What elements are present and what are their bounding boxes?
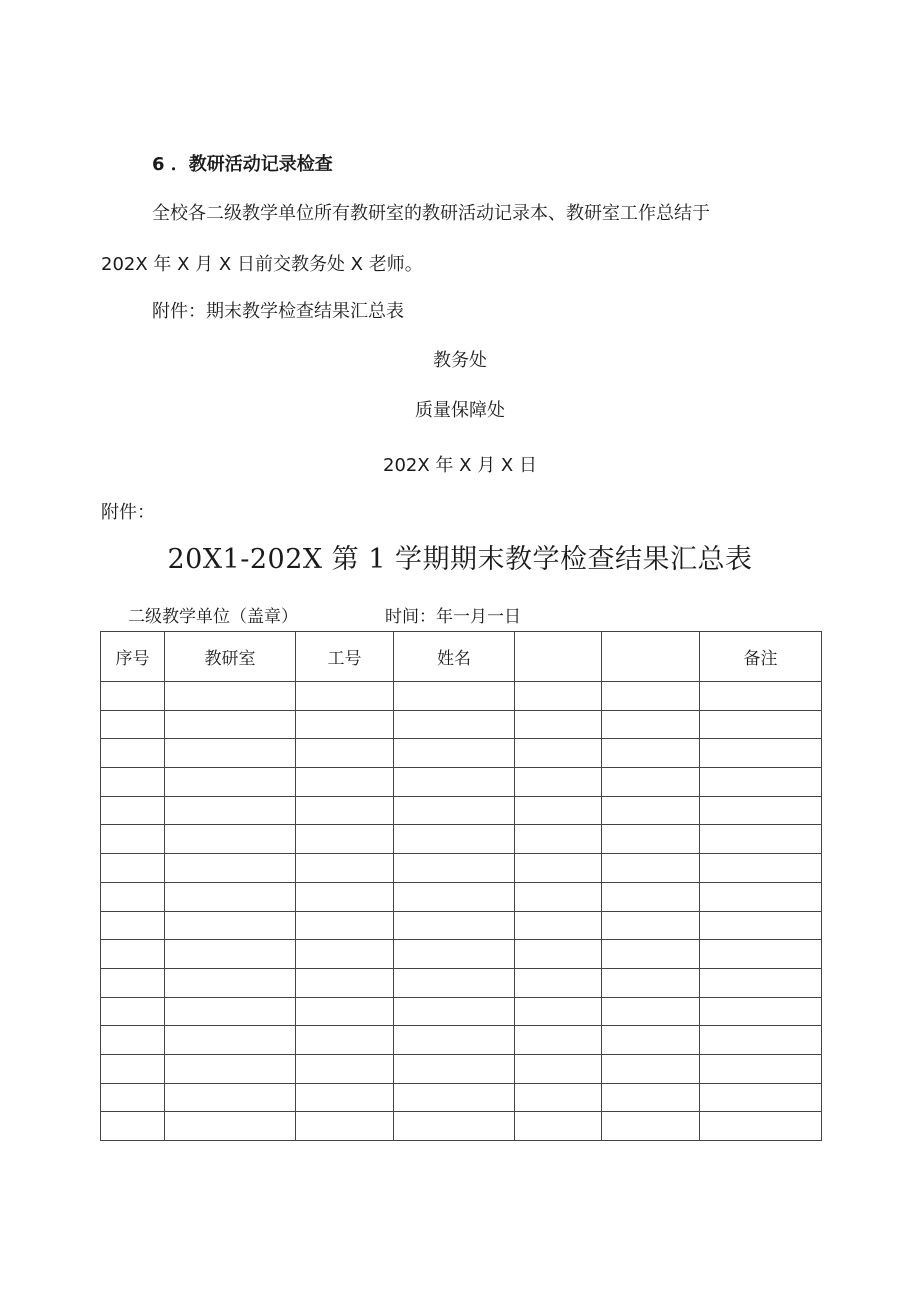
table-cell bbox=[700, 739, 822, 768]
section-heading: 6 ．教研活动记录检查 bbox=[152, 154, 333, 175]
table-cell bbox=[165, 710, 296, 739]
table-cell bbox=[296, 825, 394, 854]
table-row bbox=[101, 940, 822, 969]
table-cell bbox=[602, 1112, 700, 1141]
table-cell bbox=[515, 796, 602, 825]
table-cell bbox=[296, 682, 394, 711]
table-cell bbox=[700, 768, 822, 797]
table-cell bbox=[101, 968, 165, 997]
table-cell bbox=[394, 768, 515, 797]
table-cell bbox=[101, 796, 165, 825]
table-cell bbox=[101, 997, 165, 1026]
table-cell bbox=[700, 997, 822, 1026]
table-cell bbox=[602, 1083, 700, 1112]
column-header bbox=[602, 632, 700, 682]
table-cell bbox=[700, 968, 822, 997]
table-cell bbox=[296, 1054, 394, 1083]
table-row bbox=[101, 854, 822, 883]
table-cell bbox=[165, 997, 296, 1026]
table-cell bbox=[602, 997, 700, 1026]
table-cell bbox=[165, 1026, 296, 1055]
table-cell bbox=[296, 882, 394, 911]
table-row bbox=[101, 911, 822, 940]
table-cell bbox=[602, 682, 700, 711]
paragraph-line-2: 202X 年 X 月 X 日前交教务处 X 老师。 bbox=[101, 254, 423, 275]
table-cell bbox=[700, 682, 822, 711]
table-cell bbox=[394, 854, 515, 883]
table-cell bbox=[394, 968, 515, 997]
table-cell bbox=[700, 940, 822, 969]
table-cell bbox=[700, 825, 822, 854]
table-cell bbox=[394, 997, 515, 1026]
table-body bbox=[101, 682, 822, 1141]
table-cell bbox=[101, 710, 165, 739]
table-cell bbox=[165, 1083, 296, 1112]
table-cell bbox=[394, 882, 515, 911]
table-cell bbox=[296, 796, 394, 825]
table-cell bbox=[515, 1054, 602, 1083]
table-cell bbox=[515, 710, 602, 739]
table-cell bbox=[515, 739, 602, 768]
table-cell bbox=[101, 825, 165, 854]
table-cell bbox=[602, 1026, 700, 1055]
table-cell bbox=[394, 911, 515, 940]
table-cell bbox=[165, 854, 296, 883]
table-row bbox=[101, 825, 822, 854]
table-cell bbox=[101, 1054, 165, 1083]
table-cell bbox=[101, 1083, 165, 1112]
table-cell bbox=[394, 710, 515, 739]
table-row bbox=[101, 1026, 822, 1055]
table-row bbox=[101, 796, 822, 825]
table-cell bbox=[165, 682, 296, 711]
table-cell bbox=[296, 940, 394, 969]
table-cell bbox=[165, 796, 296, 825]
table-cell bbox=[394, 1083, 515, 1112]
table-cell bbox=[515, 968, 602, 997]
table-cell bbox=[602, 968, 700, 997]
attachment-label: 附件： bbox=[101, 502, 155, 523]
table-cell bbox=[394, 1026, 515, 1055]
table-cell bbox=[515, 1026, 602, 1055]
table-cell bbox=[296, 1112, 394, 1141]
table-cell bbox=[700, 1083, 822, 1112]
paragraph-line-1: 全校各二级教学单位所有教研室的教研活动记录本、教研室工作总结于 bbox=[152, 203, 710, 224]
table-cell bbox=[296, 768, 394, 797]
table-cell bbox=[515, 911, 602, 940]
table-cell bbox=[602, 710, 700, 739]
table-cell bbox=[296, 739, 394, 768]
table-cell bbox=[101, 854, 165, 883]
unit-label: 二级教学单位（盖章） bbox=[128, 607, 298, 627]
table-cell bbox=[515, 854, 602, 883]
table-row bbox=[101, 1083, 822, 1112]
table-cell bbox=[165, 911, 296, 940]
column-header: 工号 bbox=[296, 632, 394, 682]
summary-table bbox=[100, 631, 822, 1141]
table-cell bbox=[394, 739, 515, 768]
table-row bbox=[101, 997, 822, 1026]
table-cell bbox=[700, 1054, 822, 1083]
table-row bbox=[101, 882, 822, 911]
table-cell bbox=[394, 796, 515, 825]
table-cell bbox=[165, 882, 296, 911]
signature-date: 202X 年 X 月 X 日 bbox=[383, 455, 537, 476]
table-cell bbox=[101, 739, 165, 768]
table-row bbox=[101, 710, 822, 739]
column-header bbox=[515, 632, 602, 682]
table-cell bbox=[700, 1112, 822, 1141]
table-cell bbox=[394, 1112, 515, 1141]
table-cell bbox=[165, 739, 296, 768]
table-row bbox=[101, 739, 822, 768]
table-cell bbox=[602, 940, 700, 969]
table-cell bbox=[515, 882, 602, 911]
table-row bbox=[101, 968, 822, 997]
form-title: 20X1-202X 第 1 学期期末教学检查结果汇总表 bbox=[167, 544, 753, 575]
table-cell bbox=[296, 710, 394, 739]
table-cell bbox=[296, 854, 394, 883]
table-cell bbox=[700, 710, 822, 739]
table-row bbox=[101, 1112, 822, 1141]
table-cell bbox=[101, 1026, 165, 1055]
table-cell bbox=[700, 796, 822, 825]
table-cell bbox=[165, 825, 296, 854]
table-cell bbox=[602, 911, 700, 940]
table-cell bbox=[515, 940, 602, 969]
table-cell bbox=[296, 968, 394, 997]
table-cell bbox=[602, 796, 700, 825]
table-row bbox=[101, 682, 822, 711]
column-header: 姓名 bbox=[394, 632, 515, 682]
table-cell bbox=[101, 911, 165, 940]
column-header: 教研室 bbox=[165, 632, 296, 682]
signature-office-2: 质量保障处 bbox=[415, 400, 505, 421]
table-cell bbox=[515, 682, 602, 711]
table-cell bbox=[101, 1112, 165, 1141]
table-cell bbox=[296, 997, 394, 1026]
table-cell bbox=[165, 1112, 296, 1141]
table-cell bbox=[296, 911, 394, 940]
table-cell bbox=[165, 968, 296, 997]
table-cell bbox=[602, 768, 700, 797]
column-header: 序号 bbox=[101, 632, 165, 682]
table-cell bbox=[394, 682, 515, 711]
table-cell bbox=[394, 825, 515, 854]
table-header-row bbox=[101, 632, 822, 682]
table-cell bbox=[602, 1054, 700, 1083]
table-cell bbox=[515, 768, 602, 797]
table-cell bbox=[602, 854, 700, 883]
attachment-note: 附件：期末教学检查结果汇总表 bbox=[152, 301, 404, 322]
table-row bbox=[101, 1054, 822, 1083]
table-cell bbox=[515, 997, 602, 1026]
table-cell bbox=[296, 1026, 394, 1055]
table-cell bbox=[700, 1026, 822, 1055]
table-cell bbox=[165, 768, 296, 797]
column-header: 备注 bbox=[700, 632, 822, 682]
table-cell bbox=[394, 1054, 515, 1083]
table-cell bbox=[296, 1083, 394, 1112]
table-row bbox=[101, 768, 822, 797]
table-cell bbox=[515, 1083, 602, 1112]
signature-office-1: 教务处 bbox=[433, 350, 487, 371]
table-cell bbox=[602, 882, 700, 911]
table-cell bbox=[700, 854, 822, 883]
table-cell bbox=[101, 768, 165, 797]
table-cell bbox=[602, 739, 700, 768]
table-cell bbox=[515, 825, 602, 854]
table-cell bbox=[165, 940, 296, 969]
table-cell bbox=[101, 882, 165, 911]
table-cell bbox=[165, 1054, 296, 1083]
time-label: 时间：年一月一日 bbox=[385, 607, 521, 627]
table-cell bbox=[101, 940, 165, 969]
table-cell bbox=[602, 825, 700, 854]
table-cell bbox=[394, 940, 515, 969]
table-cell bbox=[700, 911, 822, 940]
table-cell bbox=[700, 882, 822, 911]
table-cell bbox=[101, 682, 165, 711]
table-cell bbox=[515, 1112, 602, 1141]
